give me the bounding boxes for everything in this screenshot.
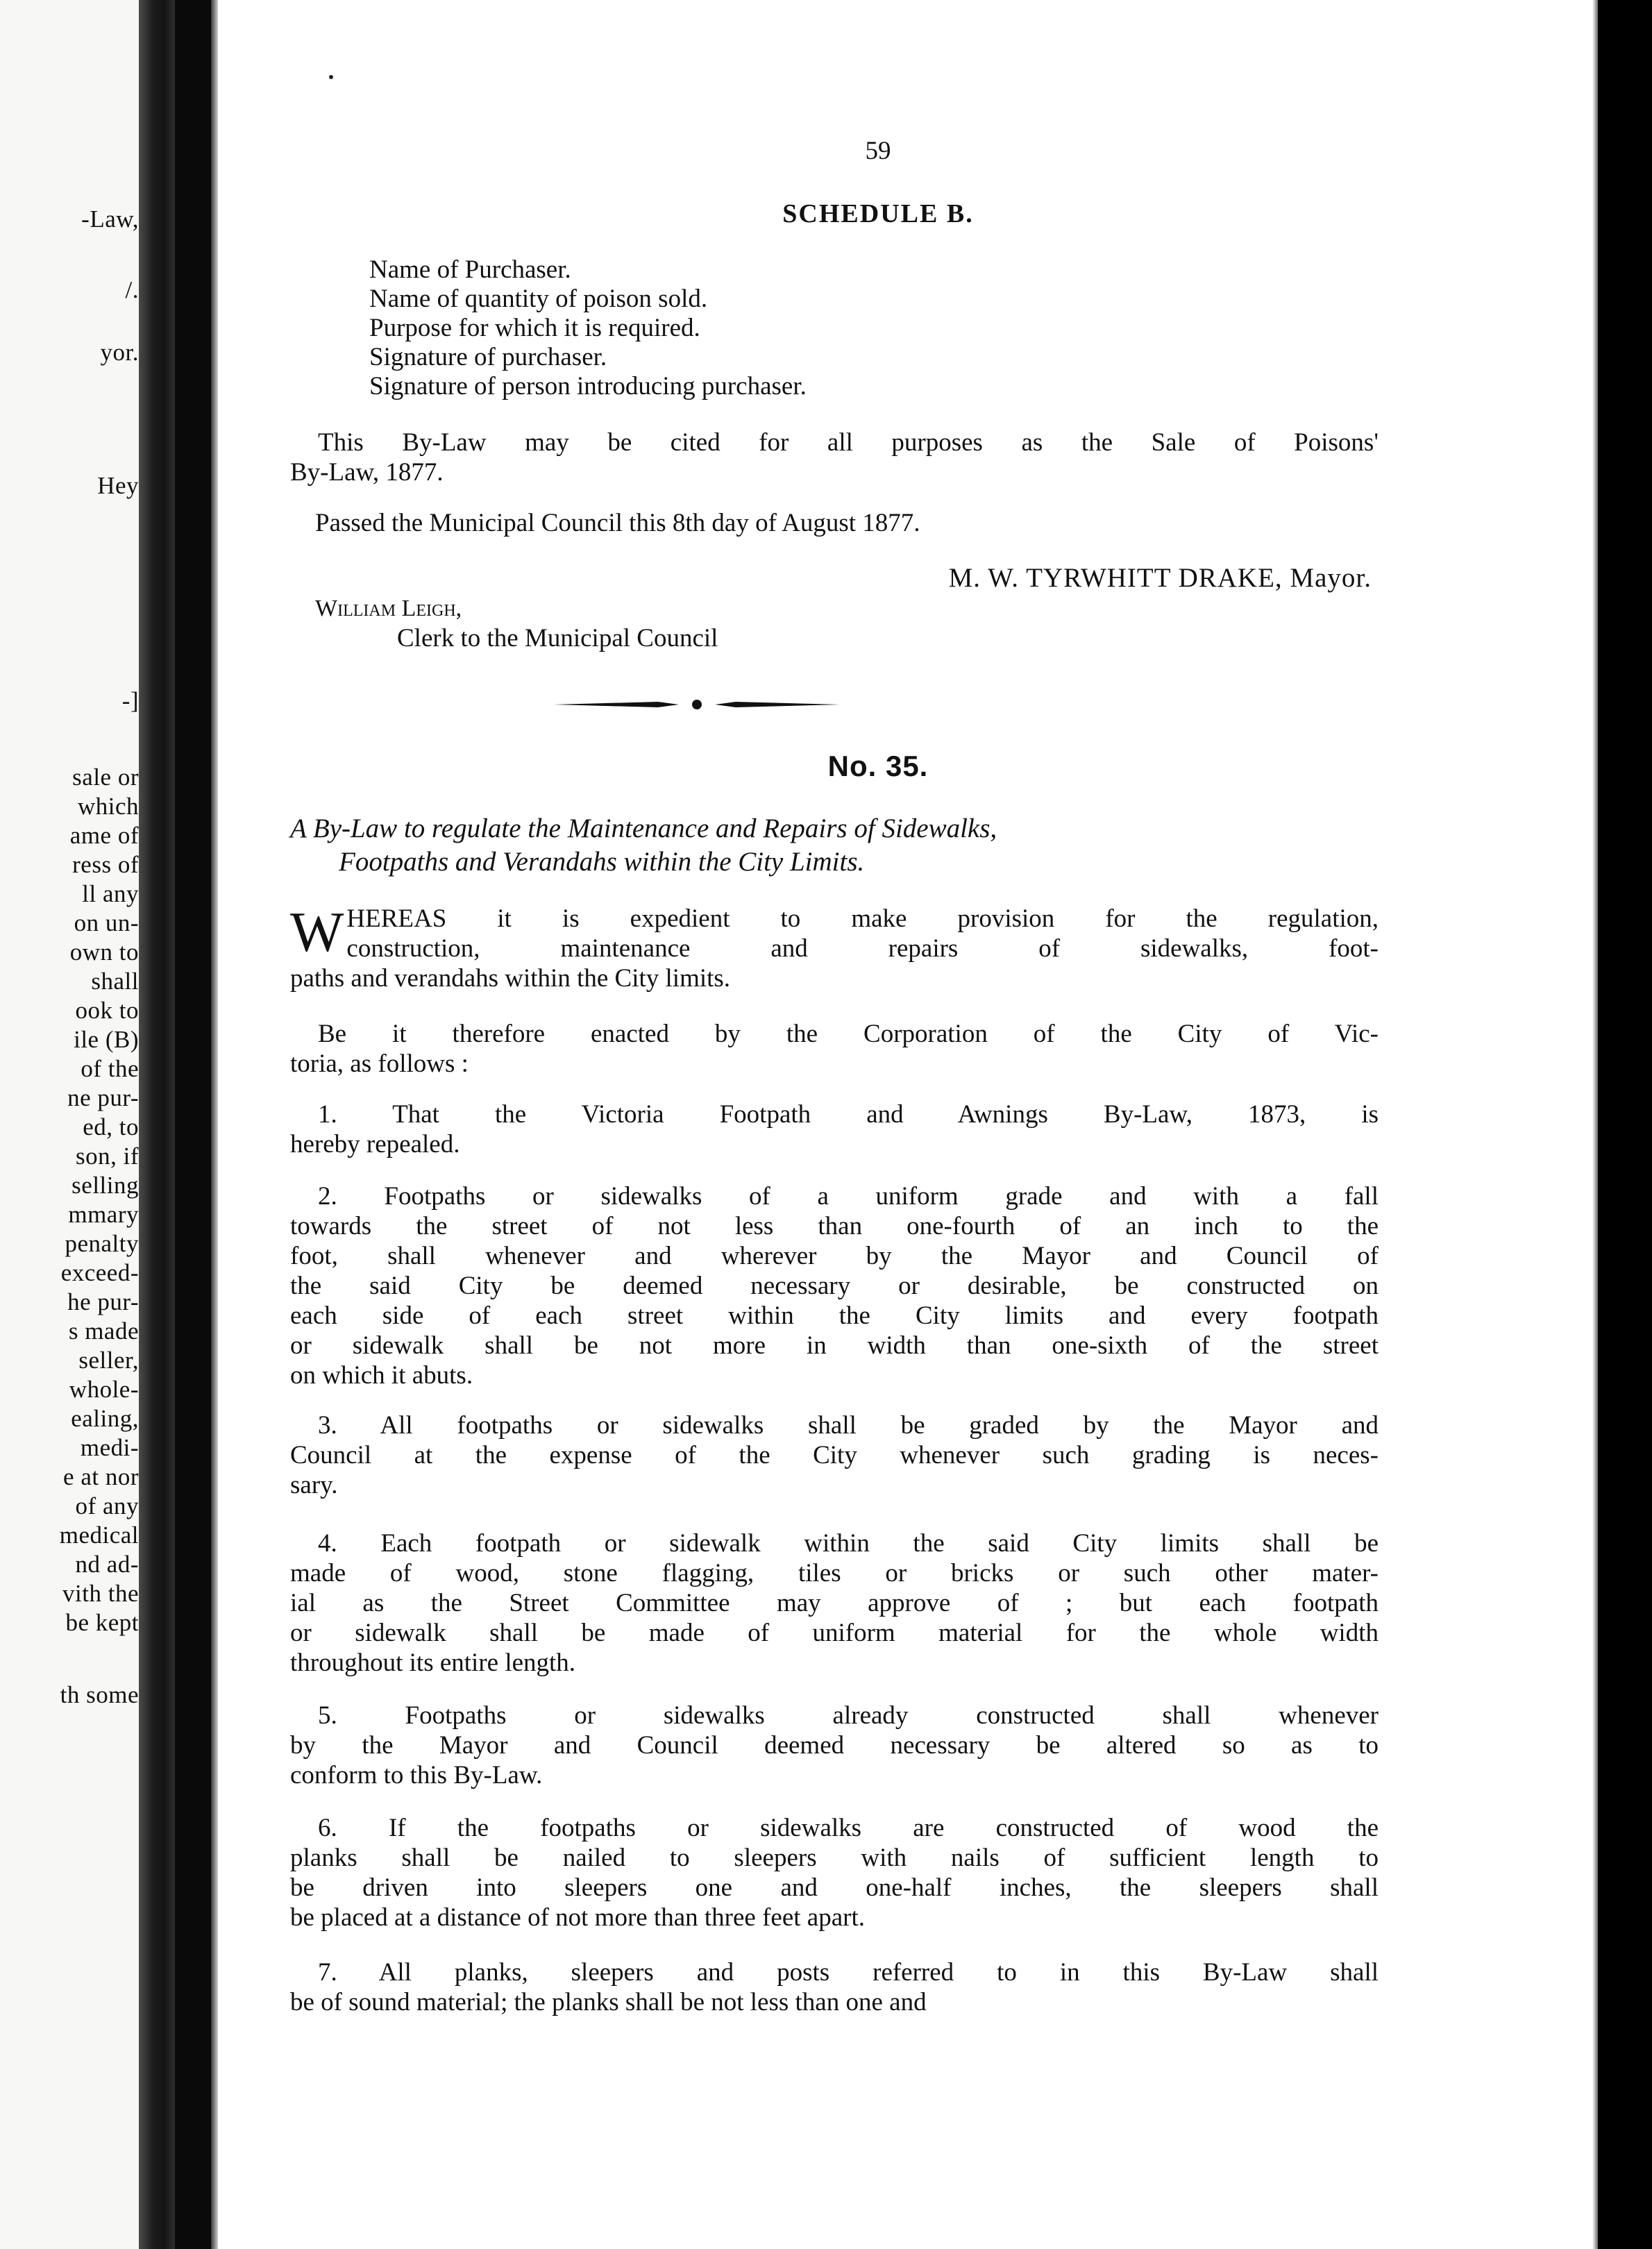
left-page-fragment-line: ook to (75, 997, 139, 1024)
section-7 (290, 1957, 1379, 2017)
bylaw-title-line: A By-Law to regulate the Maintenance and Repairs of Sidewalks, (290, 814, 997, 843)
schedule-item: Name of Purchaser. (369, 255, 571, 284)
left-page-fragment-line: vith the (62, 1580, 139, 1607)
left-page-fragment-line: on un- (74, 909, 139, 936)
drop-cap: W (290, 900, 344, 963)
bylaw-title-line: Footpaths and Verandahs within the City Limits. (339, 847, 865, 877)
section-line: be of sound material; the planks shall be not less than one and (290, 1988, 927, 2016)
section-line: 2. Footpaths or sidewalks of a uniform grade and with a fall (318, 1182, 1379, 1211)
enactment-line: toria, as follows : (290, 1050, 469, 1078)
left-page-fragment-line: of any (75, 1492, 139, 1519)
left-page-fragment-line: Hey (97, 472, 139, 499)
schedule-item: Signature of purchaser. (369, 343, 607, 371)
scan-edge-shadow (1592, 0, 1598, 2249)
whereas-line: construction, maintenance and repairs of sidewalks, foot- (346, 934, 1379, 963)
section-line: or sidewalk shall be made of uniform material for the whole width (290, 1619, 1379, 1647)
section-line: each side of each street within the City limits and every footpath (290, 1302, 1379, 1330)
section-line: planks shall be nailed to sleepers with nails of sufficient length to (290, 1844, 1379, 1872)
whereas-line: paths and verandahs within the City limits. (290, 964, 731, 993)
scan-border (1598, 0, 1652, 2249)
section-line: made of wood, stone flagging, tiles or bricks or such other mater- (290, 1559, 1379, 1587)
document-page (218, 0, 1538, 2249)
clerk-title: Clerk to the Municipal Council (397, 624, 718, 652)
divider-ornament (554, 694, 840, 715)
left-page-fragment-line: he pur- (67, 1288, 139, 1315)
section-line: the said City be deemed necessary or desirable, be constructed on (290, 1272, 1379, 1300)
left-page-fragment-line: /. (125, 276, 139, 303)
passed-statement: Passed the Municipal Council this 8th day of August 1877. (315, 509, 920, 537)
section-line: or sidewalk shall be not more in width than one-sixth of the street (290, 1331, 1379, 1360)
schedule-item: Name of quantity of poison sold. (369, 285, 708, 313)
section-line: sary. (290, 1471, 338, 1499)
left-page-fragment-line: ed, to (83, 1113, 139, 1140)
section-line: towards the street of not less than one-fourth of an inch to the (290, 1212, 1379, 1240)
enactment-line: Be it therefore enacted by the Corporation of the City of Vic- (318, 1020, 1379, 1048)
enactment-paragraph (290, 1019, 1379, 1079)
left-page-fragment-line: s made (68, 1317, 139, 1345)
left-page-fragment-line: -Law, (81, 205, 139, 233)
left-page-fragment-line: th some (60, 1681, 139, 1708)
clerk-name-text: William Leigh, (315, 596, 462, 621)
section-line: foot, shall whenever and wherever by the Mayor and Council of (290, 1242, 1379, 1270)
clerk-name (315, 596, 462, 622)
left-page-fragment-line: shall (91, 968, 139, 995)
left-page-fragment-line: ll any (82, 880, 139, 907)
left-page-fragment-line: ame of (69, 822, 139, 849)
left-page-fragment-line: medical (59, 1522, 139, 1549)
section-1 (290, 1100, 1379, 1159)
page-edge (211, 0, 218, 2249)
left-page-fragment-line: ne pur- (67, 1084, 139, 1111)
section-5 (290, 1701, 1379, 1790)
section-line: by the Mayor and Council deemed necessary be altered so as to (290, 1731, 1379, 1760)
book-gutter-shadow (175, 0, 211, 2249)
section-line: be placed at a distance of not more than three feet apart. (290, 1903, 865, 1932)
book-gutter (139, 0, 175, 2249)
bylaw-number: No. 35. (827, 750, 929, 782)
section-line: ial as the Street Committee may approve of ; but each footpath (290, 1589, 1379, 1617)
left-page-fragment-line: medi- (80, 1434, 139, 1461)
bylaw-title (290, 812, 997, 879)
section-line: 3. All footpaths or sidewalks shall be graded by the Mayor and (318, 1411, 1379, 1440)
section-line: 6. If the footpaths or sidewalks are constructed of wood the (318, 1814, 1379, 1842)
section-2 (290, 1181, 1379, 1390)
page-number: 59 (865, 137, 891, 165)
left-page-fragment-line: ile (B) (74, 1026, 139, 1053)
left-page-fragment-line: whole- (69, 1376, 139, 1403)
section-line: 4. Each footpath or sidewalk within the said City limits shall be (318, 1529, 1379, 1558)
left-page-fragment-line: mmary (68, 1201, 139, 1228)
section-line: hereby repealed. (290, 1130, 460, 1159)
section-6 (290, 1813, 1379, 1932)
left-page-fragment-line: selling (71, 1172, 139, 1199)
citation-line: By-Law, 1877. (290, 458, 444, 487)
left-page-fragment-line: of the (81, 1055, 139, 1082)
left-page-fragment-line: be kept (65, 1609, 139, 1636)
section-line: Council at the expense of the City whenever such grading is neces- (290, 1441, 1379, 1469)
mayor-signature: M. W. TYRWHITT DRAKE, Mayor. (948, 563, 1372, 593)
schedule-item: Purpose for which it is required. (369, 314, 700, 342)
left-page-fragment-line: own to (69, 938, 139, 966)
section-4 (290, 1528, 1379, 1678)
left-page-fragment (0, 0, 139, 2249)
left-page-fragment-line: which (77, 793, 139, 820)
schedule-list (369, 255, 807, 401)
schedule-item: Signature of person introducing purchaser. (369, 372, 807, 401)
scan-speck (329, 75, 333, 79)
left-page-fragment-line: ress of (72, 851, 139, 878)
section-line: throughout its entire length. (290, 1649, 576, 1677)
citation-line: This By-Law may be cited for all purposes as the Sale of Poisons' (318, 428, 1379, 457)
section-line: 5. Footpaths or sidewalks already constructed shall whenever (318, 1701, 1379, 1730)
left-page-fragment-line: penalty (65, 1230, 139, 1257)
left-page-fragment-line: nd ad- (75, 1551, 139, 1578)
section-line: on which it abuts. (290, 1361, 473, 1390)
left-page-fragment-line: seller, (78, 1347, 139, 1374)
section-line: conform to this By-Law. (290, 1761, 543, 1789)
left-page-fragment-line: exceed- (60, 1259, 139, 1286)
left-page-fragment-line: -] (121, 687, 139, 714)
left-page-fragment-line: sale or (72, 764, 139, 791)
schedule-heading: SCHEDULE B. (782, 199, 974, 228)
whereas-line: HEREAS it is expedient to make provision for the regulation, (346, 904, 1379, 933)
left-page-fragment-line: yor. (100, 339, 139, 366)
section-line: 1. That the Victoria Footpath and Awnings By-Law, 1873, is (318, 1100, 1379, 1129)
citation-paragraph (290, 428, 1379, 487)
left-page-fragment-line: ealing, (71, 1405, 139, 1432)
left-page-fragment-line: e at nor (63, 1463, 139, 1490)
section-3 (290, 1410, 1379, 1500)
whereas-paragraph (290, 900, 1379, 993)
left-page-fragment-line: son, if (76, 1143, 139, 1170)
section-line: 7. All planks, sleepers and posts referred to in this By-Law shall (318, 1958, 1379, 1987)
section-line: be driven into sleepers one and one-half inches, the sleepers shall (290, 1873, 1379, 1902)
